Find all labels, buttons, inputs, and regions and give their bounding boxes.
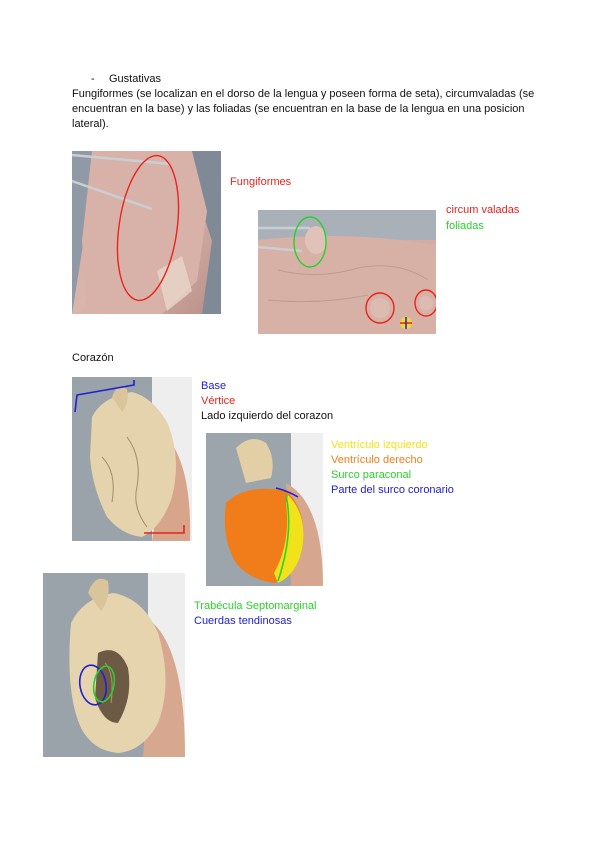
heart-base-vertice-photo: [72, 377, 192, 541]
section-heading-gustativas: Gustativas: [109, 73, 161, 85]
section-title-corazon: Corazón: [72, 352, 114, 364]
bullet-marker: -: [91, 73, 95, 85]
label-foliadas: foliadas: [446, 220, 484, 232]
tongue-fungiformes-photo: [72, 151, 221, 314]
label-ventriculo-izquierdo: Ventrículo izquierdo: [331, 439, 428, 451]
label-fungiformes: Fungiformes: [230, 176, 292, 188]
heart-interior-photo: [43, 573, 185, 757]
label-lado-izquierdo: Lado izquierdo del corazon: [201, 410, 334, 422]
heart-ventriculos-photo: [206, 433, 323, 586]
label-cuerdas-tendinosas: Cuerdas tendinosas: [194, 615, 292, 627]
label-ventriculo-derecho: Ventrículo derecho: [331, 454, 423, 466]
label-surco-paraconal: Surco paraconal: [331, 469, 412, 481]
label-trabecula-septomarginal: Trabécula Septomarginal: [194, 600, 317, 612]
label-surco-coronario: Parte del surco coronario: [331, 484, 454, 496]
label-base: Base: [201, 380, 227, 392]
label-circumvaladas: circum valadas: [446, 204, 520, 216]
tongue-circumvaladas-photo: [258, 210, 436, 334]
intro-paragraph: Fungiformes (se localizan en el dorso de la lengua y poseen forma de seta), circumvaladas (se encuentran en la base) y las foliadas (se encuentran en la base de la lengua en una posicion lateral).: [72, 88, 535, 130]
label-vertice: Vértice: [201, 395, 236, 407]
